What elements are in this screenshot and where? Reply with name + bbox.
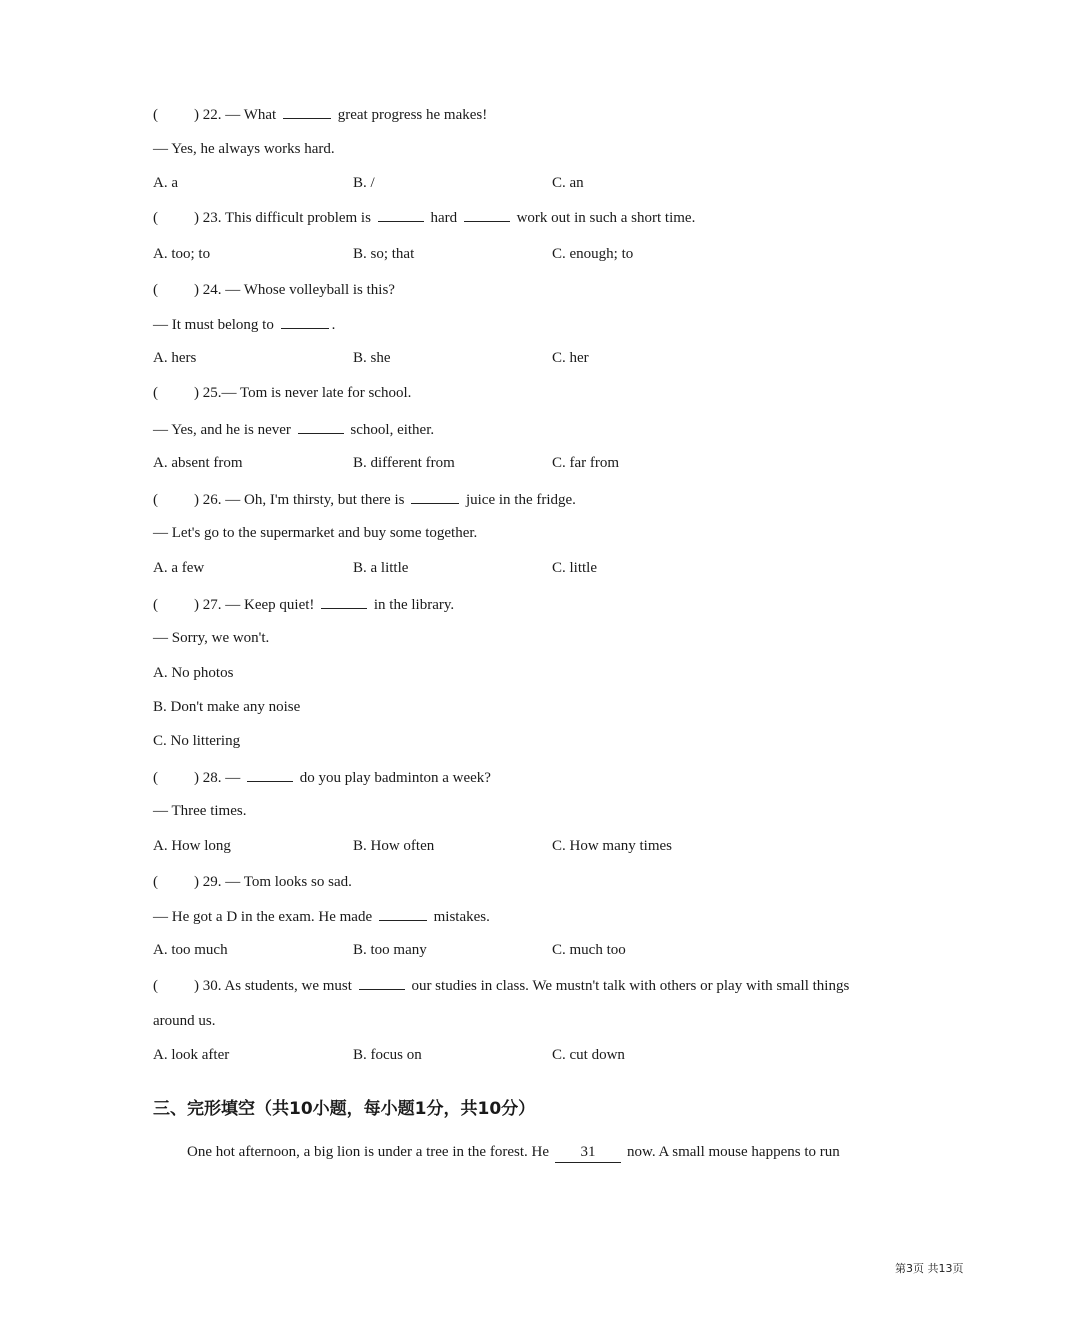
option-b: B. a little bbox=[353, 560, 409, 576]
question-stem-end: work out in such a short time. bbox=[516, 210, 696, 226]
answer-bracket: ( ) bbox=[153, 874, 199, 890]
option-c: C. far from bbox=[552, 455, 620, 471]
answer-bracket: ( ) bbox=[153, 492, 199, 508]
question-stem: 29. — Tom looks so sad. bbox=[202, 874, 352, 890]
question-25-reply bbox=[153, 419, 434, 440]
reply-end: school, either. bbox=[350, 422, 435, 438]
answer-blank bbox=[247, 767, 293, 782]
question-22 bbox=[153, 104, 487, 125]
answer-blank bbox=[321, 594, 367, 609]
answer-blank bbox=[283, 104, 331, 119]
answer-bracket: ( ) bbox=[153, 107, 199, 123]
option-a: A. too much bbox=[153, 942, 228, 958]
option-a: A. a few bbox=[153, 560, 205, 576]
passage-text: One hot afternoon, a big lion is under a tree in the forest. He bbox=[187, 1144, 549, 1160]
question-stem: 28. — bbox=[202, 770, 241, 786]
question-stem: 22. — What bbox=[202, 107, 277, 123]
option-a: A. How long bbox=[153, 838, 231, 854]
option-b: B. too many bbox=[353, 942, 427, 958]
section-heading: 三、完形填空（共10小题，每小题1分，共10分） bbox=[153, 1099, 536, 1119]
answer-bracket: ( ) bbox=[153, 597, 199, 613]
reply-text: — He got a D in the exam. He made bbox=[153, 909, 373, 925]
question-stem-end: great progress he makes! bbox=[337, 107, 488, 123]
answer-bracket: ( ) bbox=[153, 978, 199, 994]
question-stem-end: our studies in class. We mustn't talk with others or play with small things bbox=[411, 978, 850, 994]
option-b: B. Don't make any noise bbox=[153, 699, 301, 715]
answer-blank bbox=[298, 419, 344, 434]
option-a: A. look after bbox=[153, 1047, 230, 1063]
question-26 bbox=[153, 489, 576, 510]
answer-blank bbox=[411, 489, 459, 504]
option-b: B. she bbox=[353, 350, 391, 366]
option-c: C. enough; to bbox=[552, 246, 634, 262]
question-stem: 24. — Whose volleyball is this? bbox=[202, 282, 395, 298]
option-a: A. too; to bbox=[153, 246, 211, 262]
option-c: C. an bbox=[552, 175, 584, 191]
question-stem-end: in the library. bbox=[373, 597, 455, 613]
option-a: A. a bbox=[153, 175, 178, 191]
answer-blank bbox=[379, 906, 427, 921]
option-a: A. hers bbox=[153, 350, 197, 366]
option-c: C. cut down bbox=[552, 1047, 625, 1063]
question-27 bbox=[153, 594, 454, 615]
question-stem-end: do you play badminton a week? bbox=[299, 770, 491, 786]
question-25 bbox=[153, 383, 411, 403]
passage-text-end: now. A small mouse happens to run bbox=[626, 1144, 840, 1160]
question-28-reply: — Three times. bbox=[153, 803, 247, 819]
question-stem: 26. — Oh, I'm thirsty, but there is bbox=[202, 492, 405, 508]
question-24 bbox=[153, 280, 395, 300]
option-c: C. little bbox=[552, 560, 597, 576]
question-stem: 25.— Tom is never late for school. bbox=[202, 385, 412, 401]
question-26-reply: — Let's go to the supermarket and buy some together. bbox=[153, 525, 478, 541]
option-c: C. her bbox=[552, 350, 589, 366]
question-stem-end: juice in the fridge. bbox=[465, 492, 576, 508]
answer-blank bbox=[378, 207, 424, 222]
answer-blank bbox=[464, 207, 510, 222]
answer-blank bbox=[281, 314, 329, 329]
answer-bracket: ( ) bbox=[153, 385, 199, 401]
answer-bracket: ( ) bbox=[153, 210, 199, 226]
question-29 bbox=[153, 872, 352, 892]
question-stem: 27. — Keep quiet! bbox=[202, 597, 315, 613]
page-number: 第3页 共13页 bbox=[895, 1262, 964, 1275]
reply-text: — Yes, and he is never bbox=[153, 422, 291, 438]
answer-bracket: ( ) bbox=[153, 770, 199, 786]
question-stem: 30. As students, we must bbox=[202, 978, 352, 994]
option-b: B. focus on bbox=[353, 1047, 422, 1063]
reply-end: . bbox=[331, 317, 336, 333]
answer-bracket: ( ) bbox=[153, 282, 199, 298]
question-22-reply: — Yes, he always works hard. bbox=[153, 141, 335, 157]
reply-end: mistakes. bbox=[433, 909, 490, 925]
option-b: B. How often bbox=[353, 838, 435, 854]
question-stem-mid: hard bbox=[430, 210, 458, 226]
option-c: C. How many times bbox=[552, 838, 672, 854]
cloze-passage bbox=[187, 1142, 840, 1163]
cloze-blank-31: 31 bbox=[555, 1142, 621, 1163]
option-a: A. No photos bbox=[153, 665, 234, 681]
question-30-continued: around us. bbox=[153, 1013, 216, 1029]
question-30 bbox=[153, 975, 849, 996]
option-c: C. No littering bbox=[153, 733, 241, 749]
option-c: C. much too bbox=[552, 942, 626, 958]
reply-text: — It must belong to bbox=[153, 317, 274, 333]
question-28 bbox=[153, 767, 491, 788]
question-stem: 23. This difficult problem is bbox=[202, 210, 371, 226]
answer-blank bbox=[359, 975, 405, 990]
option-b: B. different from bbox=[353, 455, 455, 471]
question-23 bbox=[153, 207, 695, 228]
question-29-reply bbox=[153, 906, 490, 927]
question-24-reply bbox=[153, 314, 335, 335]
question-27-reply: — Sorry, we won't. bbox=[153, 630, 270, 646]
option-b: B. / bbox=[353, 175, 375, 191]
option-a: A. absent from bbox=[153, 455, 243, 471]
option-b: B. so; that bbox=[353, 246, 415, 262]
